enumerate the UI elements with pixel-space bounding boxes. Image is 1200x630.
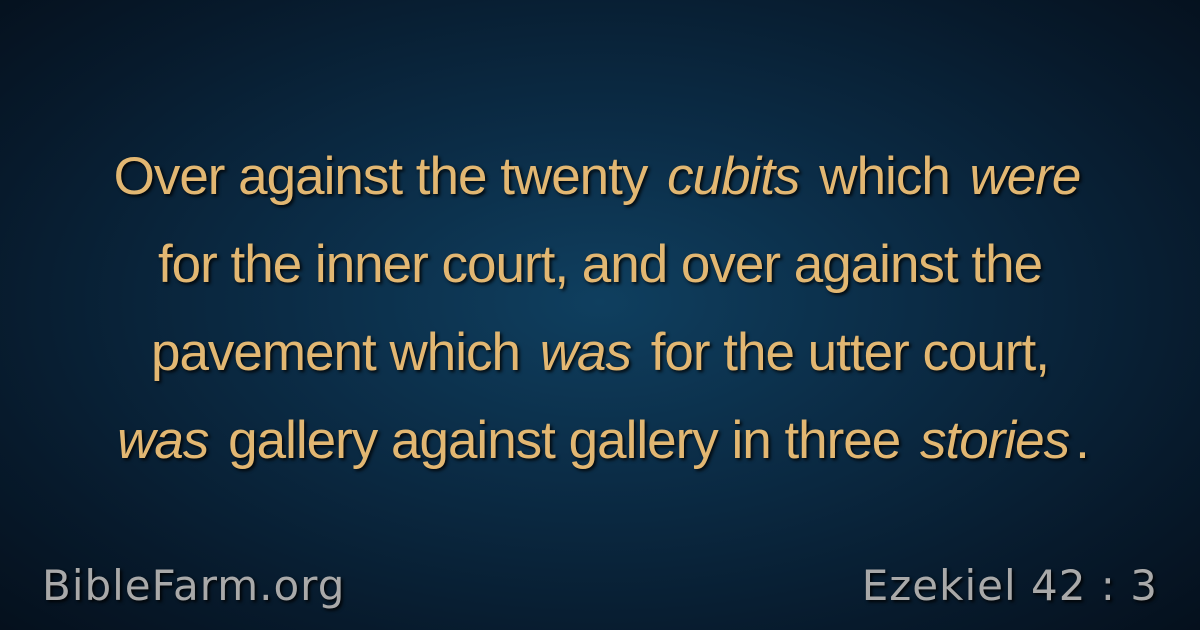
site-name: BibleFarm.org — [42, 561, 346, 610]
verse-line-4 — [30, 397, 1170, 485]
verse-line-3 — [30, 309, 1170, 397]
verse-italic-word: was — [117, 411, 209, 470]
verse-italic-word: cubits — [667, 147, 800, 206]
verse-text-segment: gallery against gallery in three — [214, 411, 914, 470]
verse-text-segment: pavement which — [150, 323, 534, 382]
verse-line-2 — [30, 221, 1170, 309]
verse-italic-word: was — [539, 323, 631, 382]
verse-text-segment: for the inner court, and over against the — [157, 235, 1043, 294]
verse-text-segment: . — [1075, 411, 1089, 470]
verse-line-1 — [30, 133, 1170, 221]
verse-text-segment: for the utter court, — [636, 323, 1050, 382]
verse-italic-word: stories — [920, 411, 1070, 470]
verse-text — [30, 133, 1170, 485]
verse-italic-word: were — [969, 147, 1081, 206]
verse-text-segment: Over against the twenty — [113, 147, 662, 206]
verse-text-segment: which — [805, 147, 964, 206]
verse-reference: Ezekiel 42 : 3 — [861, 561, 1158, 610]
